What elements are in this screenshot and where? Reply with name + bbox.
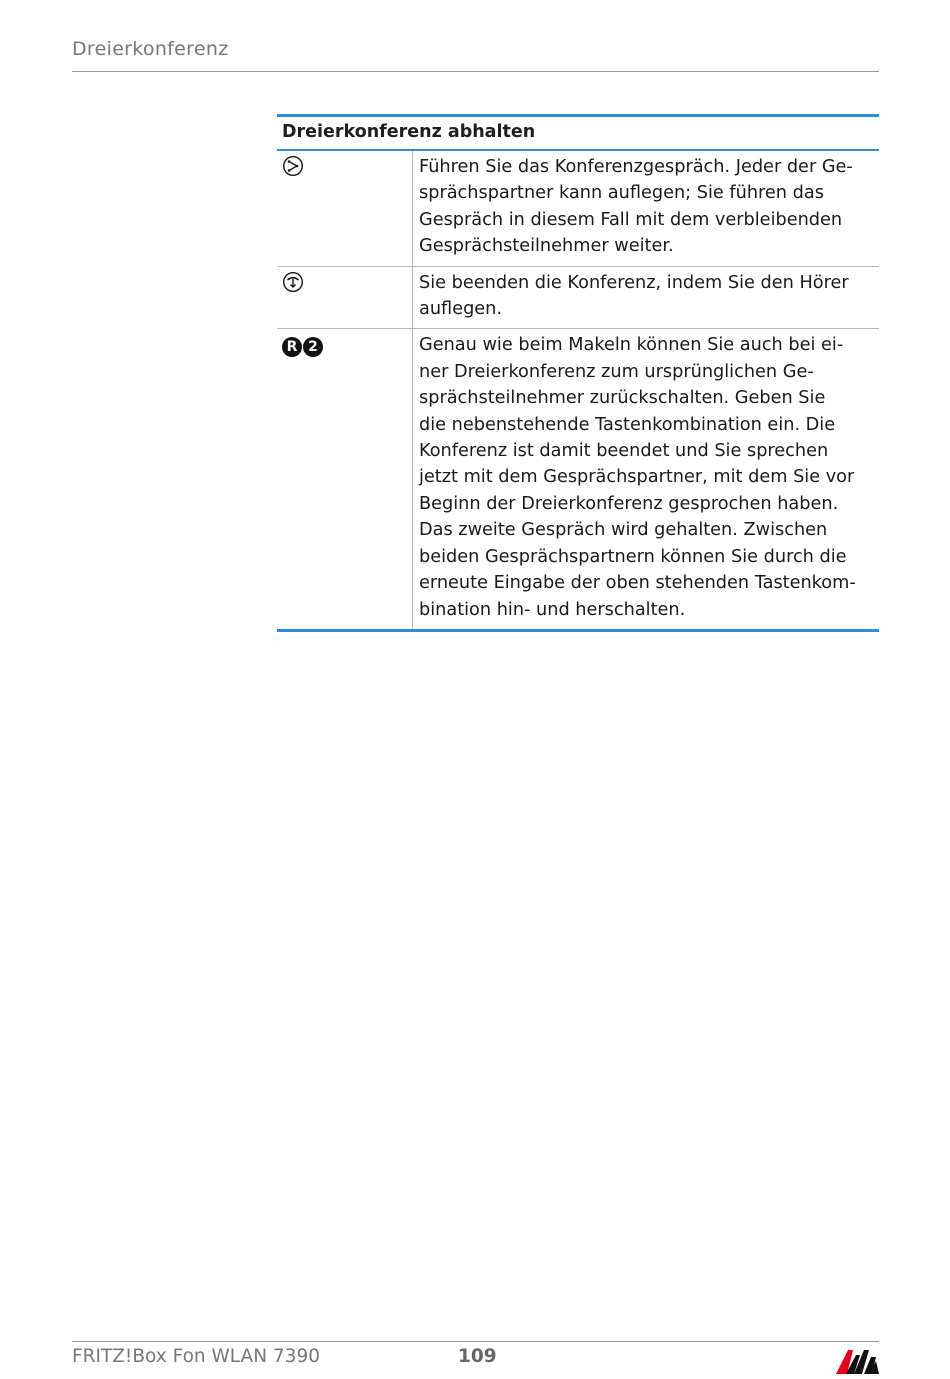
table-cell-text — [413, 151, 879, 266]
footer-product-name: FRITZ!Box Fon WLAN 7390 — [72, 1346, 320, 1367]
r-key-icon: R — [282, 337, 302, 357]
avm-logo — [834, 1347, 880, 1379]
key-cell — [277, 151, 413, 266]
two-key-icon: 2 — [303, 337, 323, 357]
table-cell-text — [413, 329, 879, 628]
table-row — [277, 328, 879, 628]
key-cell — [277, 267, 413, 329]
running-title: Dreierkonferenz — [72, 38, 229, 60]
r-and-2-keys-icon — [282, 333, 324, 357]
table-cell-text — [413, 267, 879, 329]
table-row — [277, 266, 879, 329]
split-call-key-icon — [282, 155, 304, 181]
row-2-text: Sie beenden die Konferenz, indem Sie den Hörer auflegen. — [419, 272, 849, 320]
hang-up-key-icon — [282, 271, 304, 297]
row-1-text: Führen Sie das Konferenzgespräch. Jeder der Ge- sprächspartner kann auflegen; Sie führen das Gespräch in diesem Fall mit dem verbleibenden Gesprächsteilnehmer weiter. — [419, 157, 853, 257]
table-title: Dreierkonferenz abhalten — [277, 117, 879, 151]
footer-divider — [72, 1341, 879, 1342]
row-3-text: Genau wie beim Makeln können Sie auch bei ei- ner Dreierkonferenz zum ursprünglichen Ge- sprächsteilnehmer zurückschalten. Geben Sie die nebenstehende Tastenkombination ein. Die Konferenz ist damit beendet und Sie sprechen jetzt mit dem Gesprächspartner, mit dem Sie vor Beginn der Dreierkonferenz gesprochen haben. Das zweite Gespräch wird gehalten. Zwischen beiden Gesprächspartnern können Sie durch die erneute Eingabe der oben stehenden Tastenkom- bination hin- und herschalten. — [419, 335, 856, 620]
key-cell — [277, 329, 413, 628]
header-divider — [72, 71, 879, 72]
instruction-table — [277, 114, 879, 632]
table-row — [277, 151, 879, 266]
page-number: 109 — [458, 1346, 497, 1367]
